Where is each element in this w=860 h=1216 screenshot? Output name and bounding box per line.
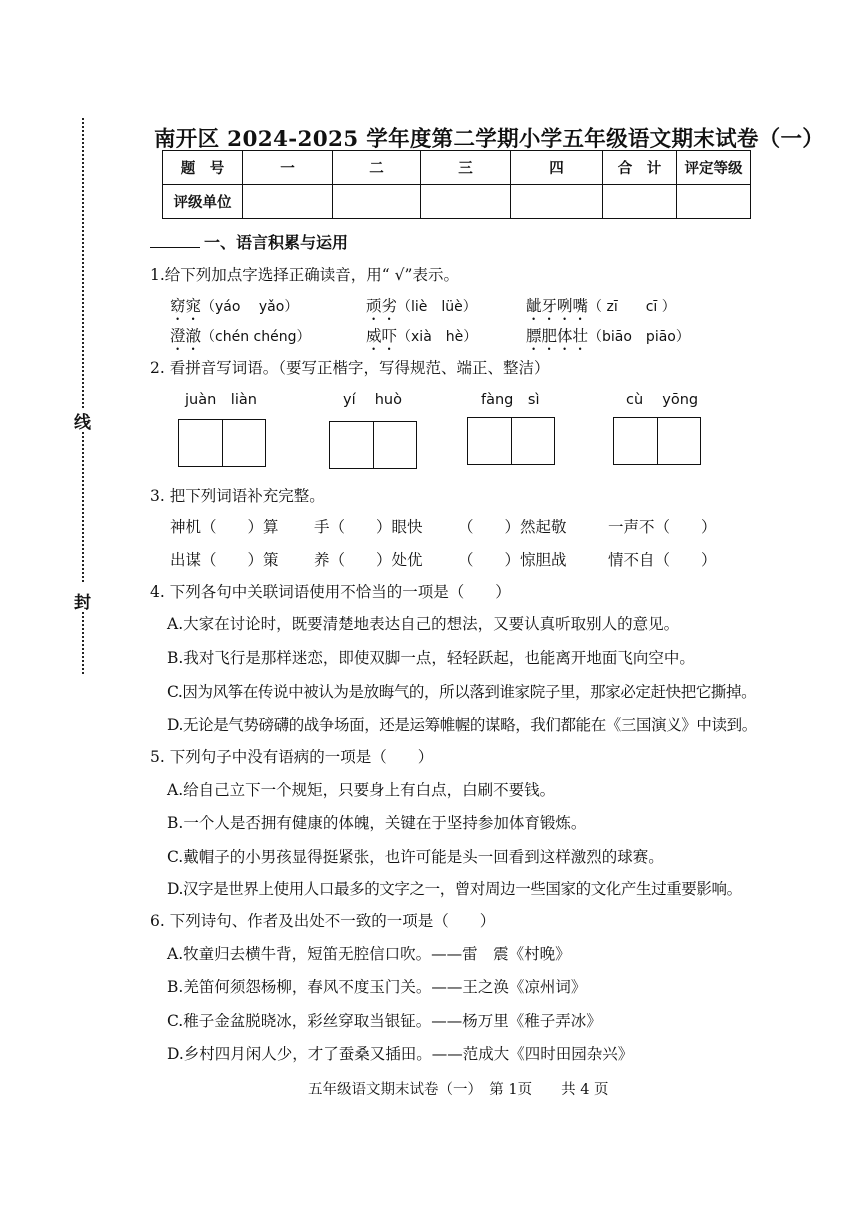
score-table <box>162 150 751 219</box>
q3-stem: 3. 把下列词语补充完整。 <box>150 487 325 505</box>
header-cell: 评定等级 <box>677 151 751 185</box>
q1-word: 顽劣 <box>366 297 398 315</box>
q5-option-a[interactable]: A.给自己立下一个规矩，只要身上有白点，白刷不要钱。 <box>167 781 556 799</box>
q2-pinyin: yí huò <box>343 392 402 408</box>
binding-dotted-line-middle <box>82 432 84 582</box>
q2-writing-box[interactable] <box>467 417 555 465</box>
q3-blank-item[interactable]: 一声不（ ） <box>608 518 717 536</box>
margin-char-feng: 封 <box>74 593 91 613</box>
score-table-grader-row <box>163 185 751 219</box>
score-cell[interactable] <box>333 185 421 219</box>
q6-option-a[interactable]: A.牧童归去横牛背，短笛无腔信口吹。——雷 震《村晚》 <box>167 945 571 963</box>
header-cell: 四 <box>511 151 603 185</box>
header-cell: 题 号 <box>163 151 243 185</box>
q1-stem: 1.给下列加点字选择正确读音，用“ √”表示。 <box>150 266 459 284</box>
q1-item <box>366 294 477 324</box>
q4-stem: 4. 下列各句中关联词语使用不恰当的一项是（ ） <box>150 583 511 601</box>
q3-blank-item[interactable]: 出谋（ ）策 <box>170 551 279 569</box>
q2-writing-box[interactable] <box>613 417 701 465</box>
q1-reading[interactable]: （ zī cī ） <box>588 299 676 315</box>
grader-label-cell: 评级单位 <box>163 185 243 219</box>
q1-reading[interactable]: （liè lüè） <box>397 299 477 315</box>
q2-pinyin: cù yōng <box>626 392 699 408</box>
score-cell[interactable] <box>243 185 333 219</box>
q6-option-d[interactable]: D.乡村四月闲人少，才了蚕桑又插田。——范成大《四时田园杂兴》 <box>167 1045 634 1063</box>
q1-word: 澄澈 <box>170 327 202 345</box>
q1-item <box>526 294 676 324</box>
page-footer: 五年级语文期末试卷（一） 第 1页 共 4 页 <box>308 1082 609 1098</box>
header-cell: 一 <box>243 151 333 185</box>
score-table-header-row <box>163 151 751 185</box>
score-cell[interactable] <box>677 185 751 219</box>
q3-blank-item[interactable]: 养（ ）处优 <box>314 551 423 569</box>
q5-option-b[interactable]: B.一个人是否拥有健康的体魄，关键在于坚持参加体育锻炼。 <box>167 814 587 832</box>
q3-blank-item[interactable]: （ ）然起敬 <box>458 518 567 536</box>
q2-writing-box[interactable] <box>178 419 266 467</box>
q1-reading[interactable]: （xià hè） <box>397 329 478 345</box>
binding-dotted-line-bottom <box>82 612 84 674</box>
q2-pinyin: juàn liàn <box>185 392 257 408</box>
q1-item <box>170 294 298 324</box>
q6-option-c[interactable]: C.稚子金盆脱晓冰，彩丝穿取当银钲。——杨万里《稚子弄冰》 <box>167 1012 602 1030</box>
q3-blank-item[interactable]: 手（ ）眼快 <box>314 518 423 536</box>
q4-option-c[interactable]: C.因为风筝在传说中被认为是放晦气的，所以落到谁家院子里，那家必定赶快把它撕掉。 <box>167 683 757 701</box>
q1-item <box>170 324 310 354</box>
score-cell[interactable] <box>511 185 603 219</box>
q1-word: 窈窕 <box>170 297 202 315</box>
header-cell: 三 <box>421 151 511 185</box>
q2-writing-box[interactable] <box>329 421 417 469</box>
q4-option-d[interactable]: D.无论是气势磅礴的战争场面，还是运筹帷幄的谋略，我们都能在《三国演义》中读到。 <box>167 716 757 734</box>
header-cell: 二 <box>333 151 421 185</box>
q4-option-a[interactable]: A.大家在讨论时，既要清楚地表达自己的想法，又要认真听取别人的意见。 <box>167 615 680 633</box>
q1-reading[interactable]: （biāo piāo） <box>588 329 690 345</box>
score-cell[interactable] <box>603 185 677 219</box>
header-cell: 合 计 <box>603 151 677 185</box>
section-title: 一、语言积累与运用 <box>204 233 349 252</box>
binding-dotted-line-top <box>82 118 84 408</box>
q1-item <box>526 324 690 354</box>
q1-word: 龇牙咧嘴 <box>526 297 589 315</box>
q2-stem: 2. 看拼音写词语。（要写正楷字，写得规范、端正、整洁） <box>150 359 550 377</box>
section-score-blank[interactable] <box>150 233 200 248</box>
q3-blank-item[interactable]: 情不自（ ） <box>608 551 717 569</box>
q1-reading[interactable]: （yáo yǎo） <box>201 299 299 315</box>
q4-option-b[interactable]: B.我对飞行是那样迷恋，即使双脚一点，轻轻跃起，也能离开地面飞向空中。 <box>167 649 695 667</box>
score-cell[interactable] <box>421 185 511 219</box>
q1-word: 膘肥体壮 <box>526 327 589 345</box>
section-heading <box>150 230 348 253</box>
q2-pinyin: fàng sì <box>481 392 540 408</box>
q1-reading[interactable]: （chén chéng） <box>201 329 311 345</box>
q6-stem: 6. 下列诗句、作者及出处不一致的一项是（ ） <box>150 912 496 930</box>
q5-option-d[interactable]: D.汉字是世界上使用人口最多的文字之一，曾对周边一些国家的文化产生过重要影响。 <box>167 880 742 898</box>
q3-blank-item[interactable]: 神机（ ）算 <box>170 518 279 536</box>
q1-item <box>366 324 477 354</box>
q5-option-c[interactable]: C.戴帽子的小男孩显得挺紧张，也许可能是头一回看到这样激烈的球赛。 <box>167 848 664 866</box>
q3-blank-item[interactable]: （ ）惊胆战 <box>458 551 567 569</box>
exam-title: 南开区 2024-2025 学年度第二学期小学五年级语文期末试卷（一） <box>154 127 825 152</box>
q5-stem: 5. 下列句子中没有语病的一项是（ ） <box>150 748 434 766</box>
margin-char-xian: 线 <box>74 413 91 433</box>
q1-word: 威吓 <box>366 327 398 345</box>
q6-option-b[interactable]: B.羌笛何须怨杨柳，春风不度玉门关。——王之涣《凉州词》 <box>167 978 587 996</box>
